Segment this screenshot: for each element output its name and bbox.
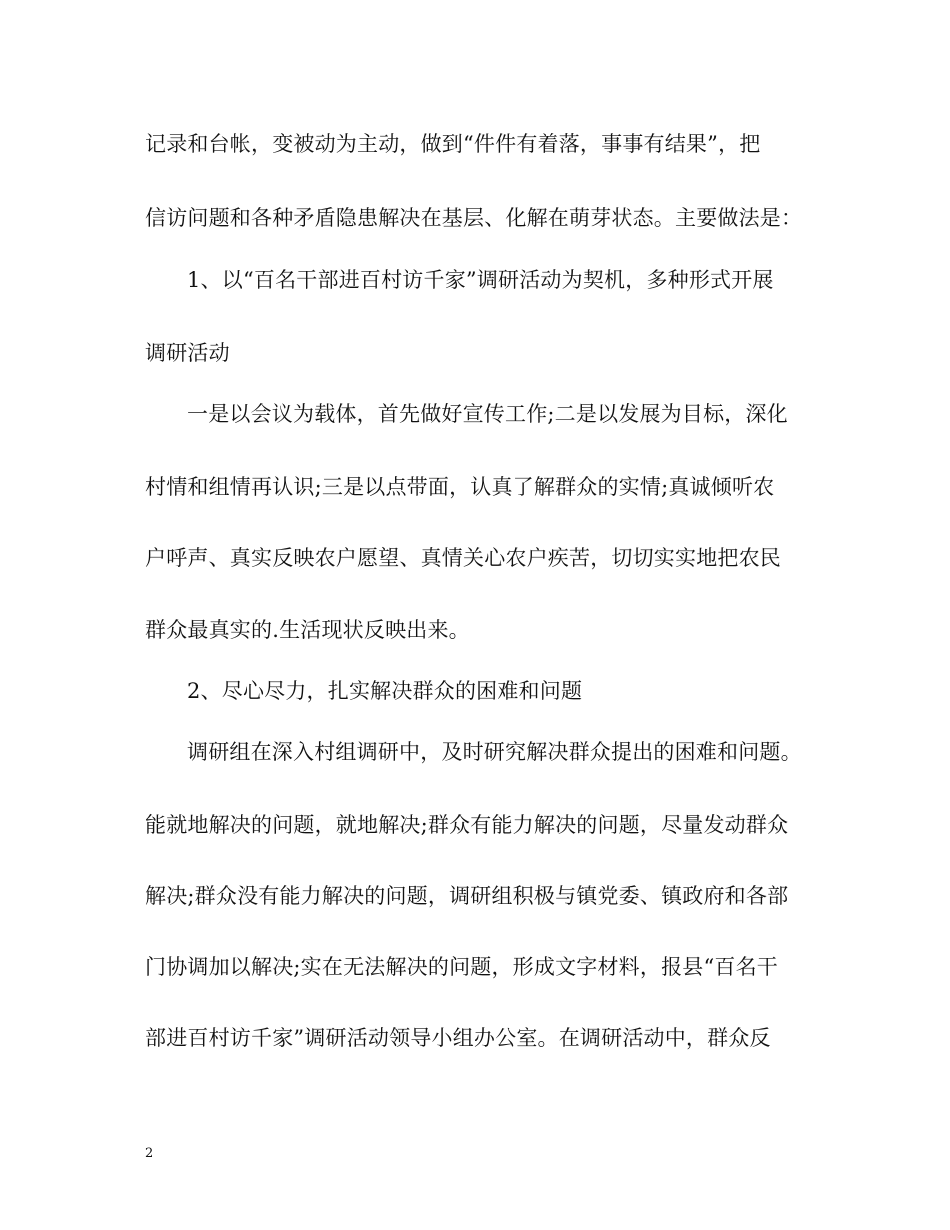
text-line-11: 能就地解决的问题，就地解决;群众有能力解决的问题，尽量发动群众 <box>145 813 789 837</box>
text-line-12: 解决;群众没有能力解决的问题，调研组积极与镇党委、镇政府和各部 <box>145 884 789 908</box>
paragraph-start-1: 一是以会议为载体，首先做好宣传工作;二是以发展为目标，深化 <box>187 402 788 426</box>
section-heading-1: 1、以“百名干部进百村访千家”调研活动为契机，多种形式开展 <box>187 268 774 292</box>
text-line-13: 门协调加以解决;实在无法解决的问题，形成文字材料，报县“百名干 <box>145 955 779 979</box>
text-line-14: 部进百村访千家”调研活动领导小组办公室。在调研活动中，群众反 <box>145 1026 771 1050</box>
text-line-1: 记录和台帐，变被动为主动，做到“件件有着落，事事有结果”，把 <box>145 132 761 156</box>
text-line-6: 村情和组情再认识;三是以点带面，认真了解群众的实情;真诚倾听农 <box>145 475 775 499</box>
paragraph-start-2: 调研组在深入村组调研中，及时研究解决群众提出的困难和问题。 <box>187 740 802 764</box>
section-heading-2: 2、尽心尽力，扎实解决群众的困难和问题 <box>187 679 583 703</box>
text-line-8: 群众最真实的.生活现状反映出来。 <box>145 618 470 642</box>
text-line-2: 信访问题和各种矛盾隐患解决在基层、化解在萌芽状态。主要做法是： <box>145 206 803 230</box>
page-number: 2 <box>145 1146 154 1161</box>
text-line-4: 调研活动 <box>145 341 230 365</box>
text-line-7: 户呼声、真实反映农户愿望、真情关心农户疾苦，切切实实地把农民 <box>145 546 781 570</box>
